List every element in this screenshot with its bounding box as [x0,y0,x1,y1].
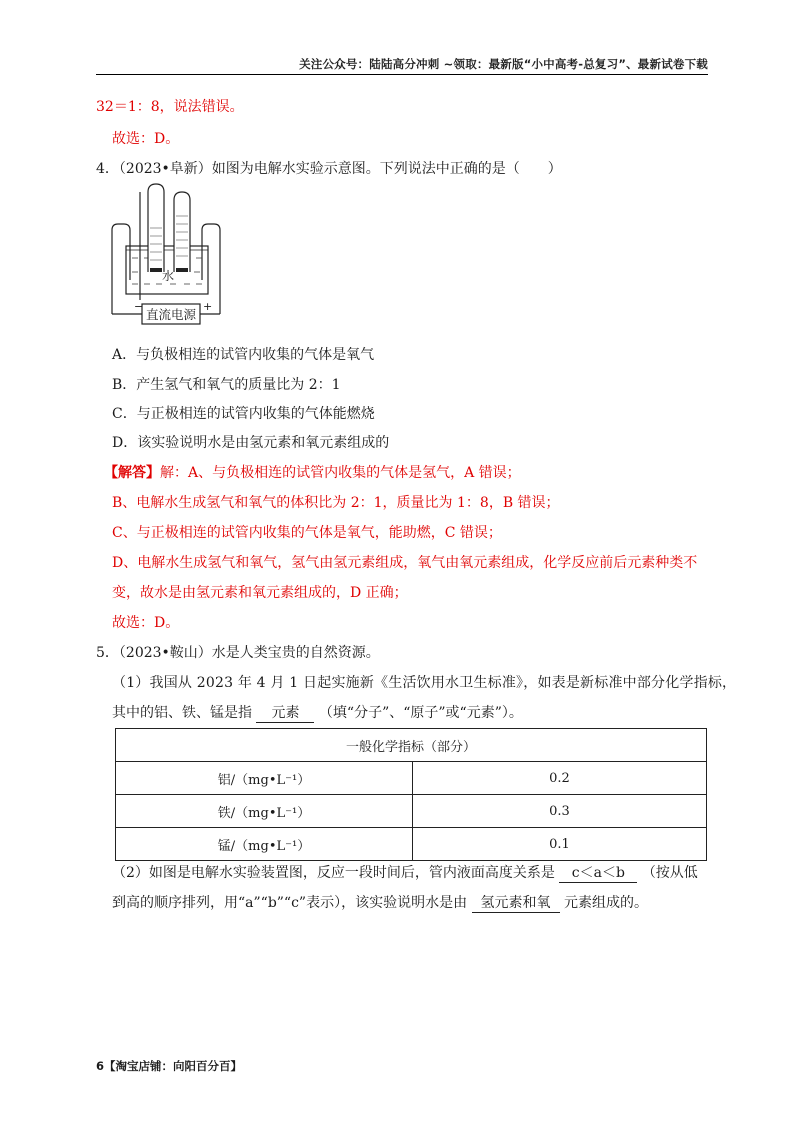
q5-part2-text-post: （按从低 [641,865,698,881]
q4-option-c: C．与正极相连的试管内收集的气体能燃烧 [112,406,375,422]
q5-part2-text-2-post: 元素组成的。 [564,895,648,911]
q5-part1-line2 [112,702,523,723]
prev-solution-line: 32＝1：8，说法错误。 [96,99,244,115]
electrolysis-diagram [108,180,224,330]
chemical-indicators-table [115,728,707,861]
table-row [116,828,707,861]
solution-text: 解：A、与负极相连的试管内收集的气体是氢气，A 错误； [160,465,521,481]
prev-answer: 故选：D。 [112,131,180,147]
indicator-name: 铁/（mg•L⁻¹） [116,795,413,828]
table-row [116,795,707,828]
q4-answer: 故选：D。 [112,615,180,631]
water-label: 水 [161,269,175,283]
q5-part1-text: 其中的铝、铁、锰是指 [112,705,252,721]
q4-solution-line-4: D、电解水生成氢气和氧气，氢气由氢元素组成，氧气由氧元素组成，化学反应前后元素种类不 [112,555,698,571]
q5-part2-answer-blank-2: 氢元素和氧 [472,892,560,913]
q5-part2-line2 [112,892,648,913]
q4-solution-line-3: C、与正极相连的试管内收集的气体是氧气，能助燃，C 错误； [112,525,502,541]
table-row [116,762,707,795]
page-footer: 6【淘宝店铺：向阳百分百】 [96,1059,243,1073]
indicator-value: 0.3 [413,795,707,828]
indicator-name: 铝/（mg•L⁻¹） [116,762,413,795]
q5-stem-text: （2023•鞍山）水是人类宝贵的自然资源。 [118,645,380,661]
plus-sign: + [203,300,213,313]
q5-stem [96,642,380,662]
q5-part1-line1: （1）我国从 2023 年 4 月 1 日起实施新《生活饮用水卫生标准》，如表是新标准中部分化学指标， [112,675,737,691]
q4-solution-line-5: 变，故水是由氢元素和氧元素组成的，D 正确； [112,585,408,601]
minus-sign: − [134,300,144,313]
q5-part2-text: （2）如图是电解水实验装置图，反应一段时间后，管内液面高度关系是 [112,865,555,881]
indicator-value: 0.1 [413,828,707,861]
q4-option-d: D．该实验说明水是由氢元素和氧元素组成的 [112,435,390,451]
q4-solution-line-1 [104,462,521,482]
q5-part2-answer-blank-1: c＜a＜b [559,862,637,883]
q5-number: 5． [96,645,119,661]
q4-option-a: A．与负极相连的试管内收集的气体是氧气 [112,347,375,363]
q5-part1-text-post: （填“分子”、“原子”或“元素”）。 [318,705,523,721]
q5-part2-text-2: 到高的顺序排列，用“a”“b”“c”表示），该实验说明水是由 [112,895,468,911]
power-supply-label: 直流电源 [145,307,197,322]
solution-tag: 【解答】 [104,465,160,481]
q4-solution-line-2: B、电解水生成氢气和氧气的体积比为 2：1，质量比为 1：8，B 错误； [112,495,560,511]
q4-option-b: B．产生氢气和氧气的质量比为 2：1 [112,377,341,393]
indicator-value: 0.2 [413,762,707,795]
q4-number: 4． [96,161,119,177]
indicator-name: 锰/（mg•L⁻¹） [116,828,413,861]
q5-part1-answer-blank: 元素 [256,702,314,723]
table-title: 一般化学指标（部分） [116,729,707,762]
q4-stem-text: （2023•阜新）如图为电解水实验示意图。下列说法中正确的是（ ） [118,161,562,177]
q4-stem [96,158,562,178]
page-header: 关注公众号：陆陆高分冲刺 ~领取：最新版“小中高考-总复习”、最新试卷下载 [96,56,708,75]
q5-part2-line1 [112,862,698,883]
